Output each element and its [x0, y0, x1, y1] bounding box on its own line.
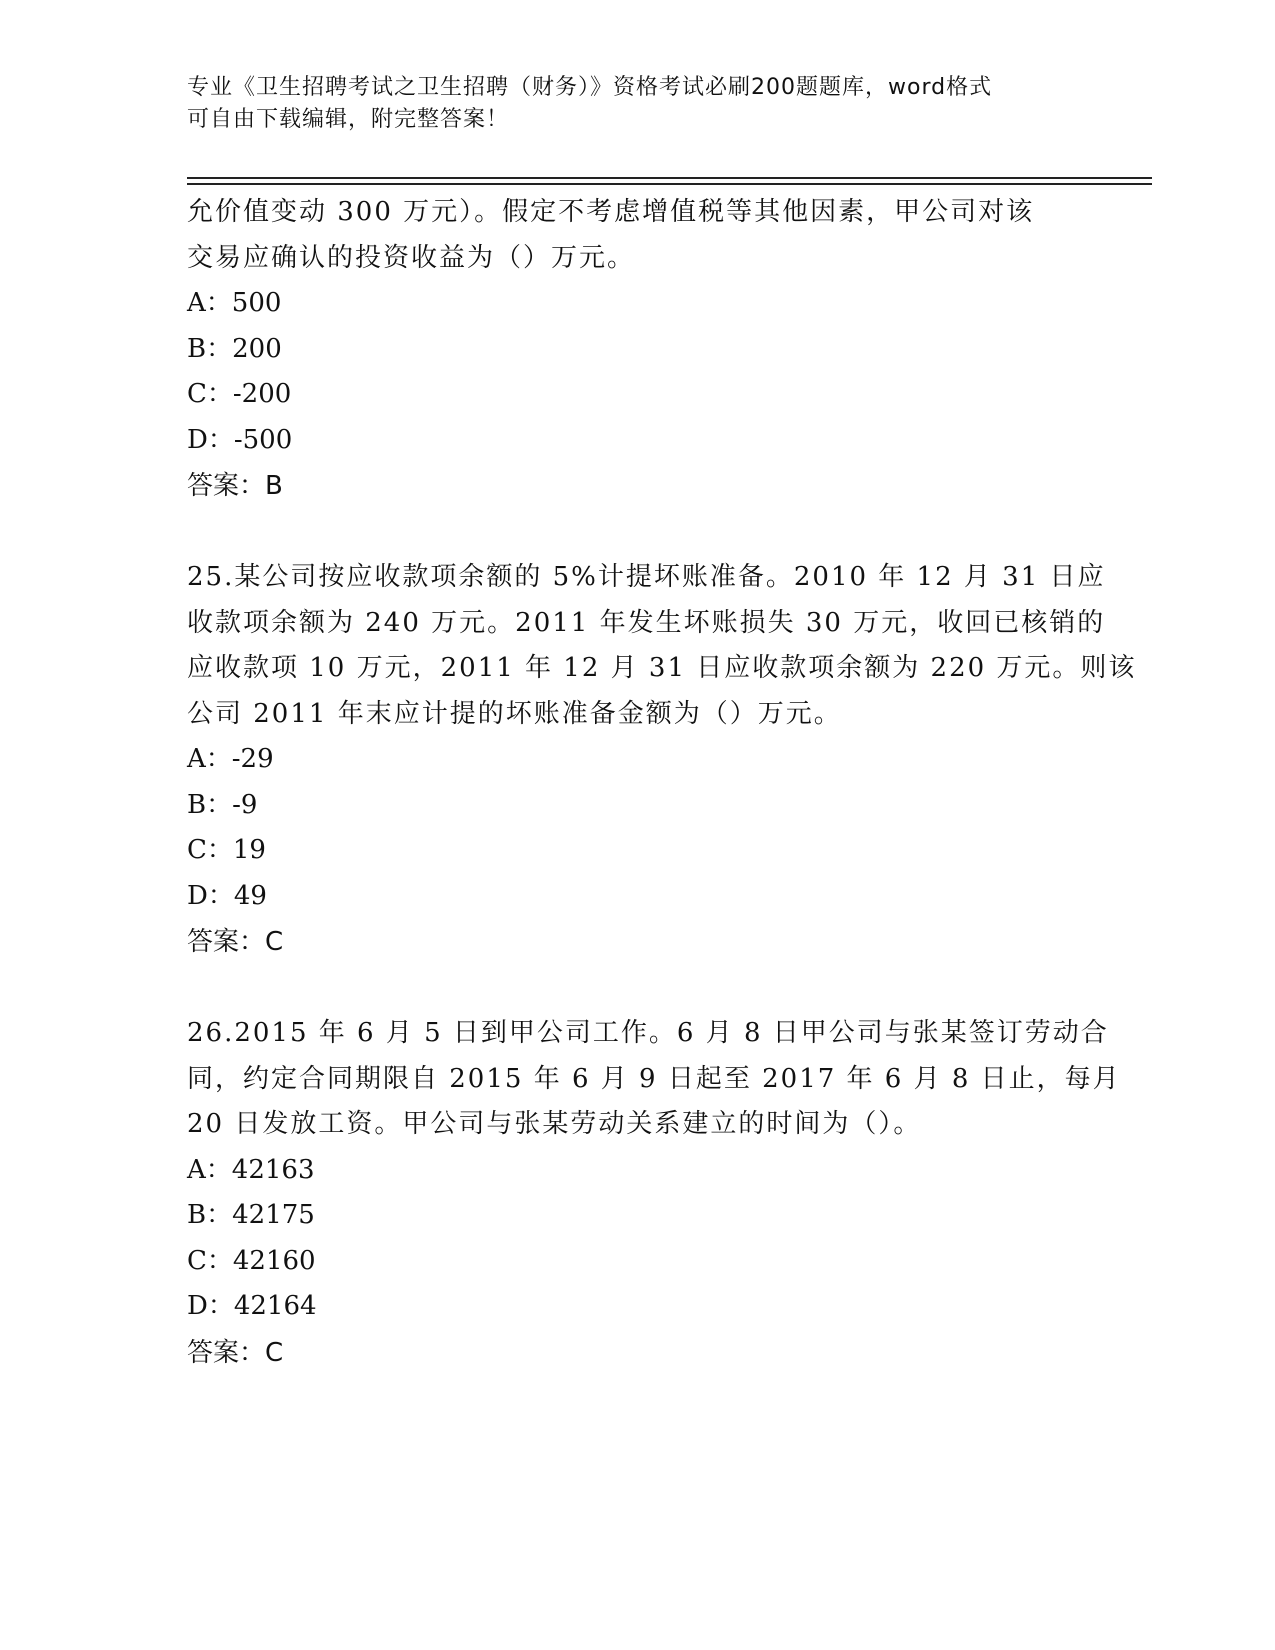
- option-b: B：-9: [187, 789, 258, 820]
- option-d: D：-500: [187, 424, 293, 455]
- answer-line: 答案：C: [187, 927, 284, 957]
- question-text-line: 应收款项 10 万元，2011 年 12 月 31 日应收款项余额为 220 万元。则该: [187, 653, 1137, 683]
- header-line: 可自由下载编辑，附完整答案！: [187, 107, 510, 132]
- question-text-line: 公司 2011 年末应计提的坏账准备金额为（）万元。: [187, 698, 842, 729]
- option-c: C：42160: [187, 1245, 316, 1276]
- answer-line: 答案：B: [187, 471, 283, 501]
- option-a: A：-29: [187, 744, 274, 774]
- option-a: A：42163: [187, 1154, 315, 1185]
- header-divider: [187, 177, 1152, 179]
- option-d: D：42164: [187, 1291, 317, 1321]
- spacer: [187, 509, 1087, 555]
- option-c: C：-200: [187, 379, 292, 409]
- option-b: B：200: [187, 333, 282, 364]
- question-block: [187, 555, 1137, 965]
- question-text-line: 20 日发放工资。甲公司与张某劳动关系建立的时间为（）。: [187, 1109, 922, 1139]
- question-block: [187, 190, 1087, 509]
- option-d: D：49: [187, 880, 267, 911]
- question-text-line: 26.2015 年 6 月 5 日到甲公司工作。6 月 8 日甲公司与张某签订劳动合: [187, 1018, 1109, 1048]
- question-text-line: 允价值变动 300 万元）。假定不考虑增值税等其他因素，甲公司对该: [187, 197, 1035, 227]
- option-b: B：42175: [187, 1200, 315, 1230]
- question-text-line: 交易应确认的投资收益为（）万元。: [187, 242, 636, 273]
- question-text-line: 25.某公司按应收款项余额的 5%计提坏账准备。2010 年 12 月 31 日应: [187, 562, 1106, 592]
- spacer: [187, 965, 1087, 1011]
- document-header: [187, 72, 1067, 136]
- question-block: [187, 1011, 1121, 1376]
- answer-line: 答案：C: [187, 1337, 284, 1368]
- header-line: 专业《卫生招聘考试之卫生招聘（财务）》资格考试必刷200题题库，word格式: [187, 75, 993, 100]
- option-c: C：19: [187, 835, 266, 865]
- question-list: [187, 190, 1137, 1376]
- header-divider: [187, 183, 1152, 185]
- question-text-line: 收款项余额为 240 万元。2011 年发生坏账损失 30 万元，收回已核销的: [187, 607, 1106, 638]
- question-text-line: 同，约定合同期限自 2015 年 6 月 9 日起至 2017 年 6 月 8 日止，每月: [187, 1063, 1121, 1094]
- option-a: A：500: [187, 288, 282, 318]
